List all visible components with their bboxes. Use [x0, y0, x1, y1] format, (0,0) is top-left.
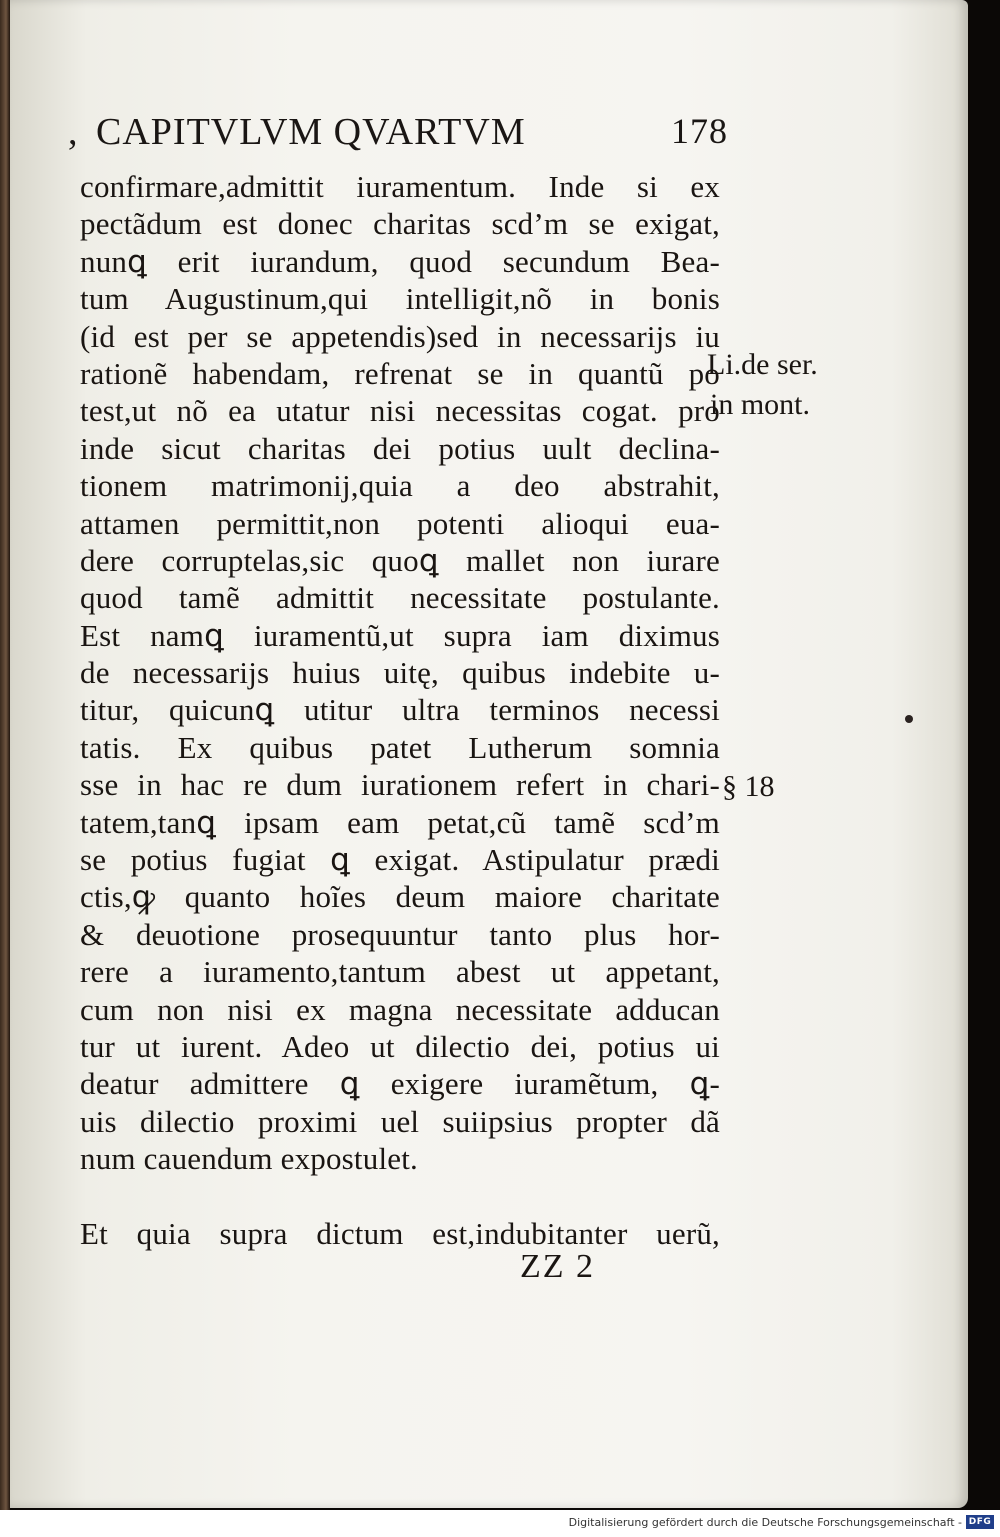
- text-line: titur, quicunꝗ utitur ultra terminos necessi: [80, 692, 720, 728]
- text-line: cum non nisi ex magna necessitate adducan: [80, 991, 720, 1027]
- digitization-footer: [0, 1510, 1000, 1537]
- text-line: nunꝗ erit iurandum, quod secundum Bea-: [80, 243, 720, 279]
- text-line: ctis,ꝙ quanto hoĩes deum maiore charitate: [80, 879, 720, 915]
- running-head: [68, 110, 728, 154]
- text-line: deatur admittere ꝗ exigere iuramẽtum, ꝗ-: [80, 1066, 720, 1102]
- text-line: dere corruptelas,sic quoꝗ mallet non iurare: [80, 542, 720, 578]
- margin-note-section: § 18: [722, 770, 775, 803]
- margin-note-reference-line2: in mont.: [710, 388, 811, 421]
- text-line: quod tamẽ admittit necessitate postulante.: [80, 580, 720, 616]
- text-line: & deuotione prosequuntur tanto plus hor-: [80, 916, 720, 952]
- text-line: inde sicut charitas dei potius uult declina-: [80, 430, 720, 466]
- book-page: [10, 0, 968, 1508]
- footer-credit: Digitalisierung gefördert durch die Deutsche Forschungsgemeinschaft -: [568, 1516, 962, 1529]
- paragraph-gap: [80, 1178, 720, 1215]
- dfg-logo: DFG: [966, 1515, 994, 1529]
- body-text: [80, 168, 720, 1252]
- text-line: num cauendum expostulet.: [80, 1141, 418, 1177]
- text-line: tatis. Ex quibus patet Lutherum somnia: [80, 729, 720, 765]
- text-line-catchword: Et quia supra dictum est,indubitanter uerũ,: [80, 1215, 720, 1251]
- text-line: confirmare,admittit iuramentum. Inde si ex: [80, 169, 720, 204]
- text-line: de necessarijs huius uitę, quibus indebite u-: [80, 655, 720, 691]
- paper-speck: [905, 715, 913, 723]
- text-line: tur ut iurent. Adeo ut dilectio dei, potius ui: [80, 1028, 720, 1064]
- text-line: se potius fugiat ꝗ exigat. Astipulatur prædi: [80, 842, 720, 878]
- text-line: sse in hac re dum iurationem refert in chari-: [80, 767, 720, 803]
- text-line: Est namꝗ iuramentũ,ut supra iam diximus: [80, 617, 720, 653]
- signature-mark: ZZ 2: [520, 1248, 596, 1285]
- book-spine-edge: [0, 0, 10, 1510]
- text-line: rere a iuramento,tantum abest ut appetant,: [80, 954, 720, 990]
- text-line: pectãdum est donec charitas scd’m se exigat,: [80, 206, 720, 242]
- text-line: tionem matrimonij,quia a deo abstrahit,: [80, 468, 720, 504]
- text-line: uis dilectio proximi uel suiipsius propter dã: [80, 1103, 720, 1139]
- head-mark: ,: [68, 111, 79, 153]
- text-line: tatem,tanꝗ ipsam eam petat,cũ tamẽ scd’m: [80, 804, 720, 840]
- margin-note-reference-line1: Li.de ser.: [707, 348, 818, 381]
- text-line: test,ut nõ ea utatur nisi necessitas cogat. pro: [80, 393, 720, 429]
- running-head-title: CAPITVLVM QVARTVM: [96, 111, 526, 153]
- text-line: tum Augustinum,qui intelligit,nõ in bonis: [80, 281, 720, 317]
- text-line: (id est per se appetendis)sed in necessarijs iu: [80, 318, 720, 354]
- text-line: rationẽ habendam, refrenat se in quantũ po: [80, 355, 720, 391]
- text-line: attamen permittit,non potenti alioqui eua-: [80, 505, 720, 541]
- folio-number: 178: [671, 111, 728, 151]
